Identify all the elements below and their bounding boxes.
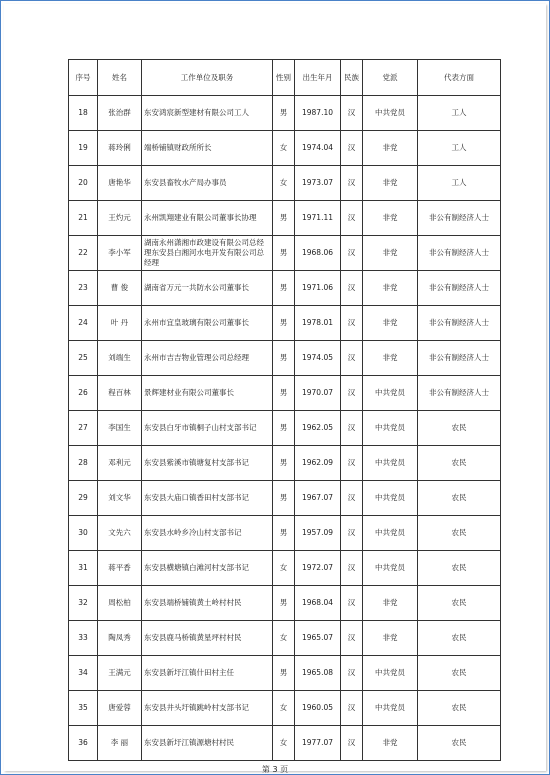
- gender-cell: 男: [273, 201, 295, 236]
- col-org-header: 工作单位及职务: [142, 60, 273, 96]
- table-row: [69, 481, 501, 516]
- col-name-header: 姓名: [98, 60, 142, 96]
- sector-cell: 农民: [418, 656, 501, 691]
- ethnicity-cell: 汉: [341, 726, 363, 761]
- party-cell: 非党: [363, 201, 418, 236]
- sector-cell: 农民: [418, 726, 501, 761]
- party-cell: 中共党员: [363, 411, 418, 446]
- table-row: [69, 236, 501, 271]
- gender-cell: 男: [273, 656, 295, 691]
- ethnicity-cell: 汉: [341, 341, 363, 376]
- col-gender-header: 性别: [273, 60, 295, 96]
- gender-cell: 男: [273, 481, 295, 516]
- birth-cell: 1965.07: [295, 621, 341, 656]
- birth-cell: 1973.07: [295, 166, 341, 201]
- birth-cell: 1960.05: [295, 691, 341, 726]
- name-cell: 程百林: [98, 376, 142, 411]
- table-row: [69, 271, 501, 306]
- col-sector-header: 代表方面: [418, 60, 501, 96]
- sector-cell: 非公有制经济人士: [418, 236, 501, 271]
- ethnicity-cell: 汉: [341, 96, 363, 131]
- seq-cell: 34: [69, 656, 98, 691]
- sector-cell: 非公有制经济人士: [418, 201, 501, 236]
- name-cell: 王满元: [98, 656, 142, 691]
- gender-cell: 男: [273, 446, 295, 481]
- birth-cell: 1974.04: [295, 131, 341, 166]
- name-cell: 曹 俊: [98, 271, 142, 306]
- ethnicity-cell: 汉: [341, 516, 363, 551]
- birth-cell: 1962.05: [295, 411, 341, 446]
- party-cell: 中共党员: [363, 551, 418, 586]
- name-cell: 邓利元: [98, 446, 142, 481]
- page-number: 第 3 页: [261, 765, 289, 774]
- table-row: [69, 551, 501, 586]
- ethnicity-cell: 汉: [341, 306, 363, 341]
- org-cell: 湖南省万元一共防水公司董事长: [142, 271, 273, 306]
- ethnicity-cell: 汉: [341, 691, 363, 726]
- birth-cell: 1957.09: [295, 516, 341, 551]
- gender-cell: 男: [273, 341, 295, 376]
- party-cell: 中共党员: [363, 656, 418, 691]
- gender-cell: 女: [273, 131, 295, 166]
- ethnicity-cell: 汉: [341, 236, 363, 271]
- sector-cell: 非公有制经济人士: [418, 306, 501, 341]
- seq-cell: 19: [69, 131, 98, 166]
- table-body: [69, 96, 501, 761]
- gender-cell: 男: [273, 271, 295, 306]
- org-cell: 东安县紫溪市镇塘复村支部书记: [142, 446, 273, 481]
- ethnicity-cell: 汉: [341, 166, 363, 201]
- name-cell: 唐艳华: [98, 166, 142, 201]
- seq-cell: 36: [69, 726, 98, 761]
- gender-cell: 女: [273, 166, 295, 201]
- ethnicity-cell: 汉: [341, 131, 363, 166]
- seq-cell: 33: [69, 621, 98, 656]
- org-cell: 东安县大庙口镇香田村支部书记: [142, 481, 273, 516]
- seq-cell: 27: [69, 411, 98, 446]
- ethnicity-cell: 汉: [341, 656, 363, 691]
- table-row: [69, 131, 501, 166]
- table-header-row: [69, 60, 501, 96]
- seq-cell: 32: [69, 586, 98, 621]
- name-cell: 李 丽: [98, 726, 142, 761]
- org-cell: 东安县井头圩镇跳岭村支部书记: [142, 691, 273, 726]
- ethnicity-cell: 汉: [341, 376, 363, 411]
- sector-cell: 非公有制经济人士: [418, 271, 501, 306]
- gender-cell: 女: [273, 726, 295, 761]
- sector-cell: 农民: [418, 691, 501, 726]
- birth-cell: 1978.01: [295, 306, 341, 341]
- name-cell: 陶凤秀: [98, 621, 142, 656]
- col-seq-header: 序号: [69, 60, 98, 96]
- org-cell: 景辉建材业有限公司董事长: [142, 376, 273, 411]
- party-cell: 非党: [363, 131, 418, 166]
- birth-cell: 1977.07: [295, 726, 341, 761]
- birth-cell: 1968.04: [295, 586, 341, 621]
- name-cell: 文先六: [98, 516, 142, 551]
- party-cell: 中共党员: [363, 516, 418, 551]
- sector-cell: 农民: [418, 621, 501, 656]
- party-cell: 非党: [363, 236, 418, 271]
- party-cell: 非党: [363, 271, 418, 306]
- col-party-header: 党派: [363, 60, 418, 96]
- sector-cell: 农民: [418, 446, 501, 481]
- table-row: [69, 411, 501, 446]
- name-cell: 唐爱蓉: [98, 691, 142, 726]
- birth-cell: 1965.08: [295, 656, 341, 691]
- col-ethnicity-header: 民族: [341, 60, 363, 96]
- name-cell: 王灼元: [98, 201, 142, 236]
- birth-cell: 1970.07: [295, 376, 341, 411]
- gender-cell: 男: [273, 236, 295, 271]
- gender-cell: 男: [273, 411, 295, 446]
- org-cell: 东安县白牙市镇桐子山村支部书记: [142, 411, 273, 446]
- org-cell: 湖南永州潇湘市政建设有限公司总经理东安县白湘河水电开发有限公司总经理: [142, 236, 273, 271]
- seq-cell: 30: [69, 516, 98, 551]
- ethnicity-cell: 汉: [341, 551, 363, 586]
- sector-cell: 农民: [418, 516, 501, 551]
- org-cell: 东安县新圩江镇什田村主任: [142, 656, 273, 691]
- ethnicity-cell: 汉: [341, 586, 363, 621]
- gender-cell: 男: [273, 96, 295, 131]
- party-cell: 中共党员: [363, 446, 418, 481]
- org-cell: 东安县端桥铺镇黄土岭村村民: [142, 586, 273, 621]
- org-cell: 东安县新圩江镇源塘村村民: [142, 726, 273, 761]
- ethnicity-cell: 汉: [341, 481, 363, 516]
- sector-cell: 非公有制经济人士: [418, 376, 501, 411]
- birth-cell: 1962.09: [295, 446, 341, 481]
- party-cell: 中共党员: [363, 691, 418, 726]
- ethnicity-cell: 汉: [341, 446, 363, 481]
- gender-cell: 男: [273, 516, 295, 551]
- org-cell: 东安县水岭乡冷山村支部书记: [142, 516, 273, 551]
- org-cell: 东安鸿宸新型建材有限公司工人: [142, 96, 273, 131]
- birth-cell: 1974.05: [295, 341, 341, 376]
- name-cell: 张治群: [98, 96, 142, 131]
- seq-cell: 20: [69, 166, 98, 201]
- table-row: [69, 166, 501, 201]
- sector-cell: 农民: [418, 481, 501, 516]
- table-row: [69, 691, 501, 726]
- seq-cell: 29: [69, 481, 98, 516]
- gender-cell: 女: [273, 551, 295, 586]
- org-cell: 东安县鹿马桥镇黄星坪村村民: [142, 621, 273, 656]
- ethnicity-cell: 汉: [341, 201, 363, 236]
- seq-cell: 22: [69, 236, 98, 271]
- seq-cell: 31: [69, 551, 98, 586]
- birth-cell: 1971.11: [295, 201, 341, 236]
- sector-cell: 工人: [418, 166, 501, 201]
- table-row: [69, 446, 501, 481]
- table-row: [69, 376, 501, 411]
- party-cell: 非党: [363, 306, 418, 341]
- gender-cell: 男: [273, 306, 295, 341]
- ethnicity-cell: 汉: [341, 271, 363, 306]
- party-cell: 非党: [363, 726, 418, 761]
- table-row: [69, 516, 501, 551]
- table-row: [69, 621, 501, 656]
- name-cell: 刘文华: [98, 481, 142, 516]
- org-cell: 端桥铺镇财政所所长: [142, 131, 273, 166]
- ethnicity-cell: 汉: [341, 621, 363, 656]
- sector-cell: 农民: [418, 411, 501, 446]
- table-row: [69, 586, 501, 621]
- ethnicity-cell: 汉: [341, 411, 363, 446]
- org-cell: 永州凯翔建业有限公司董事长协理: [142, 201, 273, 236]
- seq-cell: 21: [69, 201, 98, 236]
- gender-cell: 男: [273, 376, 295, 411]
- name-cell: 蒋玲俐: [98, 131, 142, 166]
- birth-cell: 1987.10: [295, 96, 341, 131]
- org-cell: 东安县畜牧水产局办事员: [142, 166, 273, 201]
- org-cell: 永州市吉吉物业管理公司总经理: [142, 341, 273, 376]
- name-cell: 周松柏: [98, 586, 142, 621]
- name-cell: 刘端生: [98, 341, 142, 376]
- party-cell: 中共党员: [363, 376, 418, 411]
- birth-cell: 1967.07: [295, 481, 341, 516]
- seq-cell: 24: [69, 306, 98, 341]
- sector-cell: 非公有制经济人士: [418, 341, 501, 376]
- seq-cell: 25: [69, 341, 98, 376]
- sector-cell: 工人: [418, 96, 501, 131]
- name-cell: 叶 丹: [98, 306, 142, 341]
- seq-cell: 26: [69, 376, 98, 411]
- sector-cell: 农民: [418, 551, 501, 586]
- birth-cell: 1972.07: [295, 551, 341, 586]
- seq-cell: 18: [69, 96, 98, 131]
- table-row: [69, 306, 501, 341]
- table-row: [69, 96, 501, 131]
- party-cell: 非党: [363, 341, 418, 376]
- col-birth-header: 出生年月: [295, 60, 341, 96]
- table-row: [69, 201, 501, 236]
- org-cell: 永州市宜皇玻璃有限公司董事长: [142, 306, 273, 341]
- table-row: [69, 726, 501, 761]
- document-page: [4, 4, 546, 774]
- gender-cell: 男: [273, 586, 295, 621]
- party-cell: 非党: [363, 586, 418, 621]
- table-row: [69, 341, 501, 376]
- seq-cell: 28: [69, 446, 98, 481]
- party-cell: 中共党员: [363, 96, 418, 131]
- birth-cell: 1971.06: [295, 271, 341, 306]
- representatives-table: [68, 59, 501, 761]
- party-cell: 中共党员: [363, 481, 418, 516]
- name-cell: 李小军: [98, 236, 142, 271]
- org-cell: 东安县横塘镇白滩河村支部书记: [142, 551, 273, 586]
- party-cell: 非党: [363, 166, 418, 201]
- sector-cell: 农民: [418, 586, 501, 621]
- gender-cell: 女: [273, 621, 295, 656]
- sector-cell: 工人: [418, 131, 501, 166]
- party-cell: 非党: [363, 621, 418, 656]
- name-cell: 李国生: [98, 411, 142, 446]
- seq-cell: 23: [69, 271, 98, 306]
- table-row: [69, 656, 501, 691]
- seq-cell: 35: [69, 691, 98, 726]
- name-cell: 蒋平香: [98, 551, 142, 586]
- gender-cell: 女: [273, 691, 295, 726]
- birth-cell: 1968.06: [295, 236, 341, 271]
